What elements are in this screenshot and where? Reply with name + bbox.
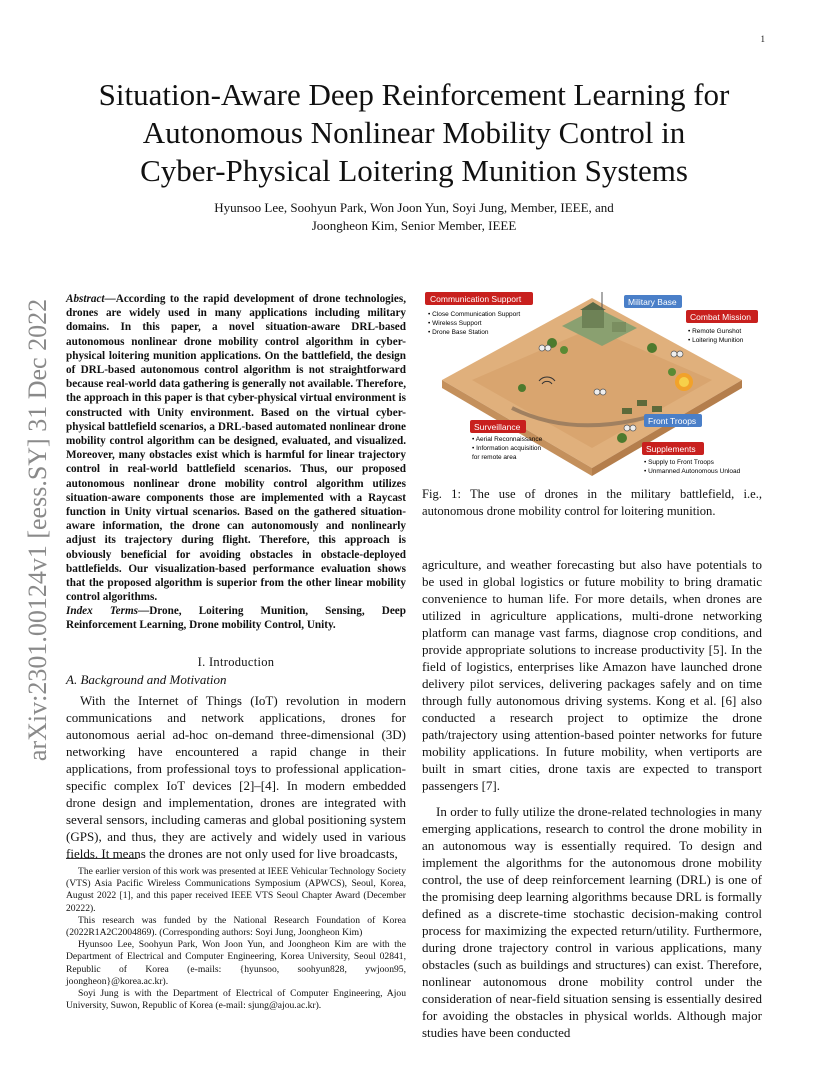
page-number: 1 (760, 34, 765, 44)
front-troops-title: Front Troops (648, 416, 697, 426)
index-terms (66, 604, 406, 632)
communication-support-item: • Wireless Support (428, 320, 482, 327)
surveillance-item: • Aerial Reconnaissance (472, 436, 543, 443)
supplements-item: • Supply to Front Troops (644, 459, 714, 466)
surveillance-title: Surveillance (474, 422, 521, 432)
figure-caption: Fig. 1: The use of drones in the military battlefield, i.e., autonomous drone mobility control for loitering munition. (422, 487, 762, 518)
author-list (62, 199, 766, 235)
title-line-2: Autonomous Nonlinear Mobility Control in (142, 115, 686, 150)
body-paragraph: In order to fully utilize the drone-related technologies in many emerging applications, research to control the drone mobility in an autonomous way is essentially required. To design and implement the algorithms for the autonomous drone mobility control, the use of deep reinforcement learning (DRL) is one of the promising deep learning algorithms because DRL is formally defined as a discrete-time stochastic decision-making control process for maximizing the expected return/utility. Furthermore, during drone trajectory control in various applications, many obstacles (such as buildings and structures) can exist. Therefore, nonlinear autonomous drone mobility control under the consideration of near-field situation sensing is essentially desired for avoiding the obstacles in physical worlds. Although major studies have been conducted (422, 804, 762, 1040)
military-base-title: Military Base (628, 297, 677, 307)
combat-mission-item: • Loitering Munition (688, 337, 744, 344)
figure-1 (422, 288, 762, 478)
supplements-title: Supplements (646, 444, 696, 454)
title-line-3: Cyber-Physical Loitering Munition Systems (140, 153, 688, 188)
index-terms-label: Index Terms (66, 605, 138, 617)
explosion-icon (675, 373, 693, 391)
right-column-text (422, 556, 762, 1041)
surveillance-item: for remote area (472, 454, 517, 461)
arxiv-stamp (20, 270, 56, 790)
combat-mission-title: Combat Mission (690, 312, 751, 322)
footnote: Hyunsoo Lee, Soohyun Park, Won Joon Yun, and Joongheon Kim are with the Department of Electrical and Computer Engineering, Korea University, Seoul 02841, Republic of Korea (e-mails: {hyunsoo, soohyun828, ywjoon95, joongheon}@korea.ac.kr). (66, 939, 406, 987)
supplements-item: • Unmanned Autonomous Unload (644, 468, 741, 475)
title-line-1: Situation-Aware Deep Reinforcement Learning for (98, 77, 730, 112)
communication-support-item: • Close Communication Support (428, 311, 521, 318)
surveillance-item: • Information acquisition (472, 445, 542, 452)
footnote: Soyi Jung is with the Department of Electrical of Computer Engineering, Ajou University, Suwon, Republic of Korea (e-mail: sjung@ajou.ac.kr). (66, 988, 406, 1012)
arxiv-stamp-text: arXiv:2301.00124v1 [eess.SY] 31 Dec 2022 (23, 298, 52, 762)
authors-line-1: Hyunsoo Lee, Soohyun Park, Won Joon Yun, Soyi Jung, Member, IEEE, and (214, 200, 614, 215)
body-paragraph: agriculture, and weather forecasting but also have potentials to be used in global logistics or future mobility to bring dramatic convenience to human life. For more details, when drones are utilized in agriculture applications, multi-drone networking platform can manage vast farms, diagnose crop conditions, and provide appropriate solutions to increase productivity [5]. In the field of logistics, enterprises like Amazon have launched drone delivery pilot services, delivering packages safely and on time through fully autonomous driving systems. Kong et al. [6] also conducted a research project to optimize the drone path/trajectory using attention-based pointer networks for future mobility applications. In future mobility, when vertiports are built in smart cities, drone taxis are expected to transport passengers [7]. (422, 557, 762, 793)
communication-support-title: Communication Support (430, 294, 522, 304)
abstract-text: —According to the rapid development of drone technologies, drones are widely used in many applications including military domains. In this paper, a novel situation-aware DRL-based autonomous nonlinear drone mobility control algorithm in cyber-physical loitering munition applications. On the battlefield, the design of DRL-based autonomous control algorithm is not straightforward because real-world data gathering is generally not available. Therefore, the approach in this paper is that cyber-physical virtual environment is constructed with Unity environment. Based on the virtual cyber-physical battlefield scenarios, a DRL-based automated nonlinear drone mobility control algorithm can be designed, evaluated, and visualized. Moreover, many obstacles exist which is harmful for linear trajectory control in real-world battlefield scenarios. Thus, our proposed autonomous nonlinear drone mobility control algorithm utilizes situation-aware components those are implemented with a Raycast function in Unity virtual scenarios. Based on the gathered situation-aware information, the drone can autonomously and nonlinearly adjust its trajectory during flight. Therefore, this approach is obviously beneficial for avoiding obstacles in obstacle-deployed battlefields. Our visualization-based performance evaluation shows that the proposed algorithm is superior from the other linear mobility control algorithms. (66, 293, 406, 604)
footnotes (66, 866, 406, 1012)
intro-text (66, 692, 406, 862)
paper-title (62, 76, 766, 190)
communication-support-item: • Drone Base Station (428, 329, 489, 336)
authors-line-2: Joongheon Kim, Senior Member, IEEE (311, 218, 517, 233)
intro-paragraph: With the Internet of Things (IoT) revolution in modern communications and network applications, drones for autonomous aerial ad-hoc on-demand three-dimensional (3D) networking have encountered a rapid change in their applications, from professional toys to professional application-specific complex IoT devices [2]–[4]. In modern embedded drone design and implementation, drones are integrated with several sensors, including cameras and global positioning system (GPS), and thus, they are actively and widely used in various fields. It means the drones are not only used for live broadcasts, (66, 693, 406, 861)
combat-mission-item: • Remote Gunshot (688, 328, 742, 335)
index-terms-text: —Drone, Loitering Munition, Sensing, Deep Reinforcement Learning, Drone mobility Control, Unity. (66, 605, 406, 632)
footnote-rule (66, 858, 138, 859)
footnote: This research was funded by the National Research Foundation of Korea (2022R1A2C2004869). (Corresponding authors: Soyi Jung, Joongheon Kim) (66, 914, 406, 939)
abstract-label: Abstract (66, 293, 105, 305)
footnote: The earlier version of this work was presented at IEEE Vehicular Technology Society (VTS) Asia Pacific Wireless Communications Symposium (APWCS), Seoul, Korea, August 2022 [1], and this paper received IEEE VTS Seoul Chapter Award (December 20222). (66, 866, 406, 914)
abstract (66, 292, 406, 604)
subsection-heading: A. Background and Motivation (66, 672, 227, 687)
section-heading: I. Introduction (197, 655, 275, 669)
